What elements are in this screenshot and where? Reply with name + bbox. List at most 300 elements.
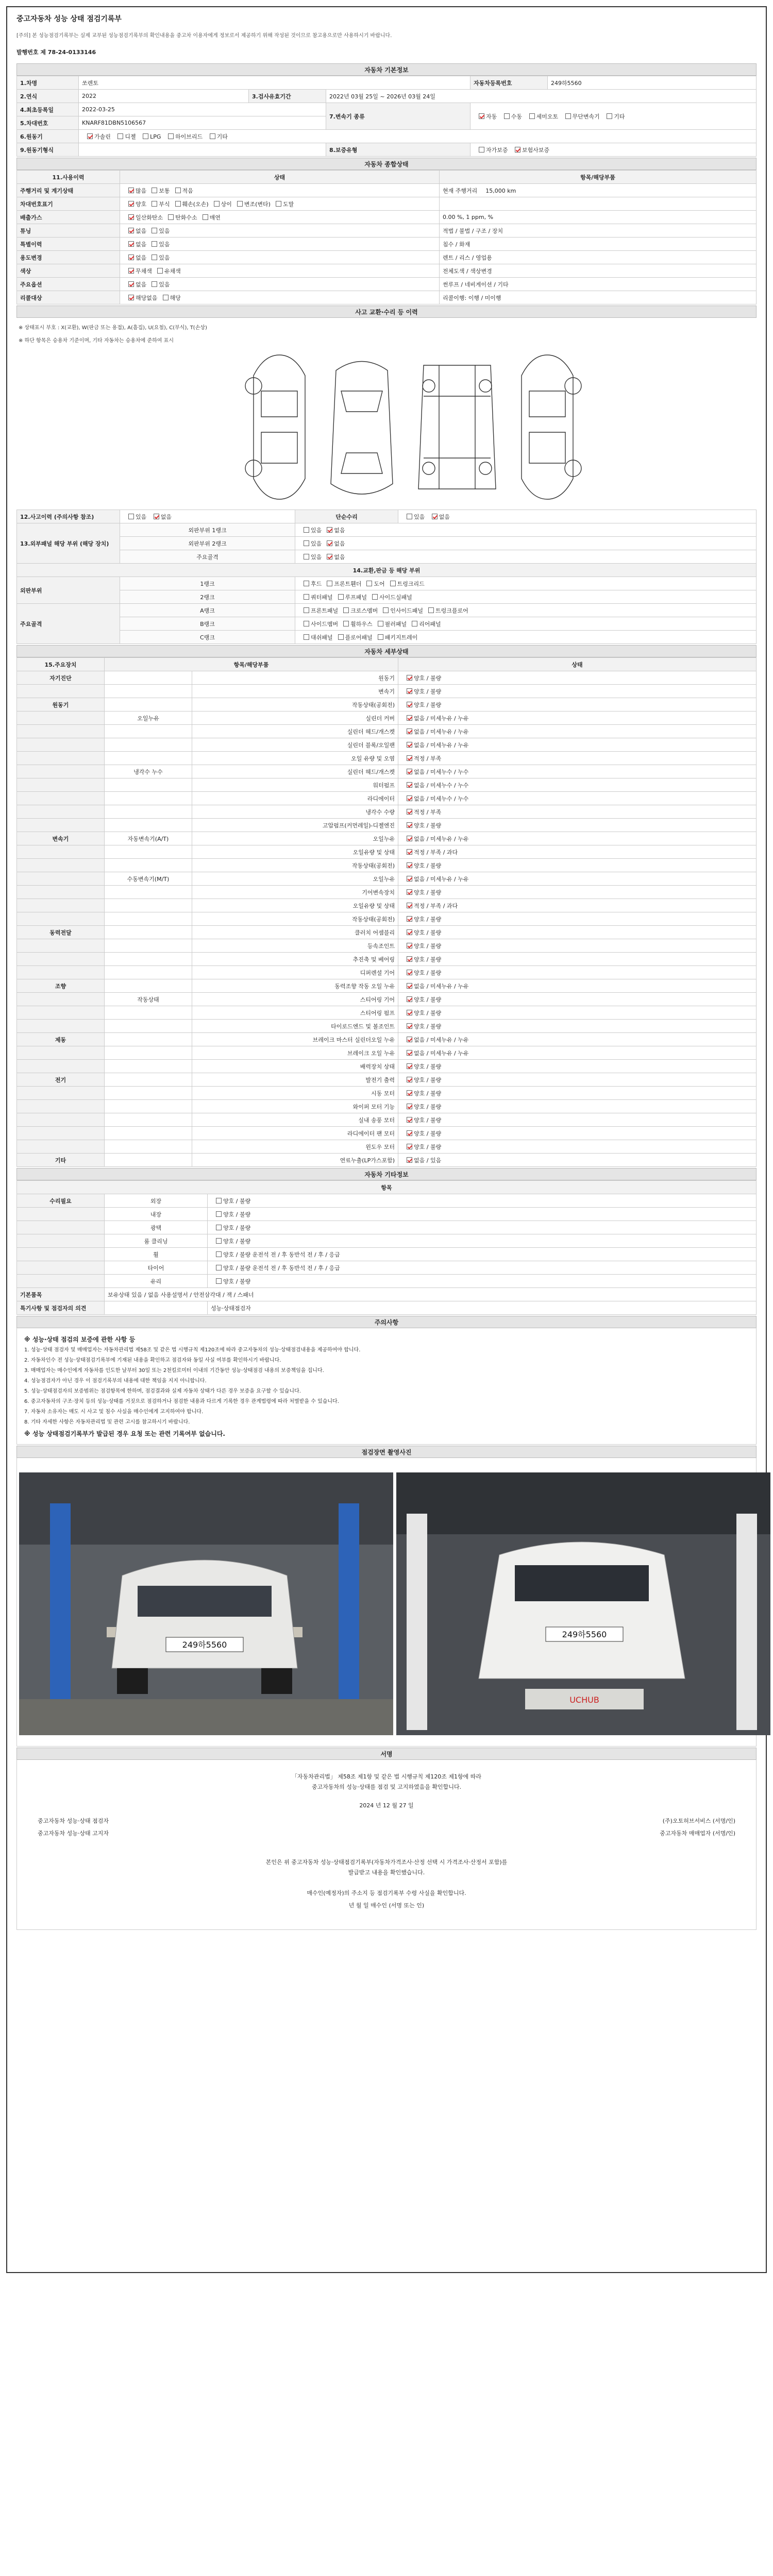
- detail-checkbox[interactable]: [407, 728, 412, 734]
- trans-opt-4: 기타: [614, 113, 625, 120]
- detail-checkbox[interactable]: [407, 715, 412, 721]
- summary-note-text: 리콜이행: 이행 / 미이행: [443, 294, 501, 301]
- section-details-header: 자동차 세부상태: [16, 645, 757, 657]
- detail-state-text: 없음 / 미세누수 / 누수: [414, 782, 469, 789]
- summary-row: [17, 197, 757, 211]
- vin-value: KNARF81DBN5106567: [79, 116, 326, 130]
- summary-checkbox[interactable]: [175, 201, 181, 207]
- other-part: 휠: [105, 1248, 208, 1261]
- ex-cb-8[interactable]: [343, 607, 349, 613]
- detail-row: [17, 1100, 757, 1113]
- ex-cb-2[interactable]: [366, 581, 372, 586]
- other-checkbox[interactable]: [216, 1265, 222, 1270]
- detail-checkbox[interactable]: [407, 755, 412, 761]
- summary-option-label: 일산화탄소: [136, 214, 163, 221]
- damage-legend-2: ※ 하단 항목은 승용차 기준이며, 기타 자동차는 승용차에 준하여 표시: [19, 338, 174, 344]
- detail-state: [398, 1006, 757, 1020]
- other-part: 룸 클리닝: [105, 1234, 208, 1248]
- summary-option-label: 없음: [136, 241, 147, 248]
- summary-row: [17, 211, 757, 224]
- other-options: [208, 1208, 757, 1221]
- other-group: [17, 1248, 105, 1261]
- summary-row-options: [120, 211, 440, 224]
- other-options: [208, 1261, 757, 1275]
- summary-checkbox[interactable]: [168, 214, 174, 220]
- doc-title: 중고자동차 성능 상태 점검기록부: [16, 15, 122, 23]
- summary-checkbox[interactable]: [128, 241, 134, 247]
- summary-checkbox[interactable]: [128, 228, 134, 233]
- note-line: 8. 기타 자세한 사항은 자동차관리법 및 관련 고시를 참고하시기 바랍니다.: [24, 1419, 190, 1425]
- summary-row-label: 주행거리 및 계기상태: [17, 184, 120, 197]
- ex-cb-5[interactable]: [338, 594, 344, 600]
- panel-cb-2b[interactable]: [327, 554, 332, 560]
- accident-opt-0: 있음: [136, 513, 147, 520]
- detail-part: 연료누출(LP가스포함): [192, 1154, 398, 1167]
- trans-cb-4[interactable]: [607, 113, 612, 119]
- panel-row-0: 외판부위 1랭크: [120, 523, 295, 537]
- ex-cb-17[interactable]: [378, 634, 383, 640]
- detail-row: [17, 1140, 757, 1154]
- ex-cb-13[interactable]: [378, 621, 383, 626]
- detail-subgroup: 수동변속기(M/T): [105, 872, 192, 886]
- summary-checkbox[interactable]: [203, 214, 208, 220]
- ex-cb-12[interactable]: [343, 621, 349, 626]
- detail-subgroup: [105, 752, 192, 765]
- detail-checkbox[interactable]: [407, 916, 412, 922]
- summary-note-text: 현재 주행거리: [443, 187, 478, 194]
- detail-group: [17, 1046, 105, 1060]
- detail-checkbox[interactable]: [407, 1063, 412, 1069]
- detail-state-text: 없음 / 미세누유 / 누유: [414, 875, 469, 883]
- detail-subgroup: [105, 1020, 192, 1033]
- section-summary-header: 자동차 종합상태: [16, 158, 757, 170]
- panel-cb-1a[interactable]: [304, 540, 309, 546]
- other-options-text: 양호 / 불량: [223, 1197, 251, 1205]
- exchange-header: 14.교환,판금 등 해당 부위: [17, 564, 757, 577]
- detail-state-text: 양호 / 불량: [414, 996, 442, 1003]
- panel-cb-0a[interactable]: [304, 527, 309, 533]
- opinion-value: [105, 1301, 208, 1315]
- ex-cb-9[interactable]: [383, 607, 389, 613]
- detail-state-text: 양호 / 불량: [414, 1143, 442, 1150]
- note-line: 5. 성능·상태점검자의 보증범위는 점검항목에 한하며, 점검결과와 실제 자동차 상태가 다른 경우 보증을 요구할 수 있습니다.: [24, 1388, 301, 1394]
- detail-state: [398, 845, 757, 859]
- ex-cb-16[interactable]: [338, 634, 344, 640]
- summary-checkbox[interactable]: [152, 241, 157, 247]
- exchange-rank-1-opts: 쿼터패널 루프패널 사이드실패널: [295, 590, 757, 604]
- note-line: 4. 성능점검자가 아닌 경우 이 점검기록부의 내용에 대한 책임을 지지 아니합니다.: [24, 1378, 207, 1384]
- detail-state: [398, 939, 757, 953]
- photo-front: [19, 1472, 393, 1735]
- summary-checkbox[interactable]: [152, 255, 157, 260]
- detail-checkbox[interactable]: [407, 849, 412, 855]
- other-options-text: 양호 / 불량: [223, 1211, 251, 1218]
- detail-state: [398, 886, 757, 899]
- trans-cb-2[interactable]: [529, 113, 535, 119]
- trans-cb-1[interactable]: [504, 113, 510, 119]
- detail-checkbox[interactable]: [407, 1037, 412, 1042]
- fuel-cb-2[interactable]: [143, 133, 148, 139]
- ex-cb-7[interactable]: [304, 607, 309, 613]
- detail-state-text: 양호 / 불량: [414, 1009, 442, 1016]
- summary-row: [17, 264, 757, 278]
- detail-row: [17, 845, 757, 859]
- detail-checkbox[interactable]: [407, 742, 412, 748]
- summary-option-label: 있음: [159, 227, 170, 234]
- other-options-text: 양호 / 불량 운전석 전 / 후 동반석 전 / 후 / 응급: [223, 1264, 340, 1272]
- detail-checkbox[interactable]: [407, 809, 412, 815]
- detail-subgroup: [105, 1140, 192, 1154]
- detail-part: 브레이크 오일 누유: [192, 1046, 398, 1060]
- detail-subgroup: [105, 912, 192, 926]
- trans-cb-0[interactable]: [479, 113, 484, 119]
- detail-state: [398, 832, 757, 845]
- detail-subgroup: 자동변속기(A/T): [105, 832, 192, 845]
- ex-cb-6[interactable]: [372, 594, 378, 600]
- ex-cb-3[interactable]: [390, 581, 396, 586]
- detail-checkbox[interactable]: [407, 903, 412, 908]
- detail-checkbox[interactable]: [407, 1050, 412, 1056]
- detail-row: [17, 886, 757, 899]
- simple-repair-cb-1[interactable]: [432, 514, 438, 519]
- ex-cb-0[interactable]: [304, 581, 309, 586]
- summary-checkbox[interactable]: [128, 201, 134, 207]
- accident-cb-1[interactable]: [154, 514, 159, 519]
- summary-checkbox[interactable]: [152, 201, 157, 207]
- fuel-cb-4[interactable]: [210, 133, 215, 139]
- section-notes-header: 주의사항: [16, 1316, 757, 1328]
- summary-note-text: 0.00 %, 1 ppm, %: [443, 214, 494, 221]
- summary-row-note: [440, 264, 757, 278]
- fuel-opt-2: LPG: [150, 133, 161, 140]
- first-reg-value: 2022-03-25: [79, 103, 326, 116]
- detail-part: 동력조향 작동 오일 누유: [192, 979, 398, 993]
- summary-row-label: 주요옵션: [17, 278, 120, 291]
- detail-state-text: 적정 / 부족: [414, 808, 442, 816]
- model-label: 1.차명: [17, 76, 79, 90]
- summary-option-label: 상이: [221, 200, 232, 208]
- summary-checkbox[interactable]: [237, 201, 243, 207]
- detail-state-text: 없음 / 미세누유 / 누유: [414, 715, 469, 722]
- detail-group: [17, 725, 105, 738]
- warranty-cb-0[interactable]: [479, 147, 484, 152]
- detail-state-text: 없음 / 미세누유 / 누유: [414, 1049, 469, 1057]
- detail-checkbox[interactable]: [407, 1104, 412, 1109]
- summary-checkbox[interactable]: [128, 268, 134, 274]
- detail-state: [398, 765, 757, 778]
- ex-cb-15[interactable]: [304, 634, 309, 640]
- detail-state: [398, 711, 757, 725]
- fuel-cb-0[interactable]: [87, 133, 93, 139]
- detail-subgroup: [105, 1073, 192, 1087]
- photos-box: [16, 1458, 757, 1747]
- detail-row: [17, 872, 757, 886]
- sign-line-3: 본인은 위 중고자동차 성능·상태점검기록부(자동차가격조사·산정 선택 시 가격조사·산정서 포함)를: [265, 1859, 508, 1866]
- summary-option-label: 많음: [136, 187, 147, 194]
- summary-checkbox[interactable]: [128, 188, 134, 193]
- detail-checkbox[interactable]: [407, 1117, 412, 1123]
- detail-row: [17, 979, 757, 993]
- summary-checkbox[interactable]: [128, 255, 134, 260]
- detail-part: 스티어링 기어: [192, 993, 398, 1006]
- accident-opt-1: 없음: [160, 513, 172, 520]
- detail-part: 워터펌프: [192, 778, 398, 792]
- exchange-rank-2-opts: 프론트패널 크로스멤버 인사이드패널 트렁크플로어: [295, 604, 757, 617]
- other-group: 수리필요: [17, 1194, 105, 1208]
- detail-group: [17, 966, 105, 979]
- simple-repair-cb-0[interactable]: [407, 514, 412, 519]
- detail-checkbox[interactable]: [407, 1090, 412, 1096]
- regnum-label: 자동차등록번호: [470, 76, 548, 90]
- detail-subgroup: [105, 1100, 192, 1113]
- detail-part: 실린더 헤드/개스켓: [192, 725, 398, 738]
- other-row: [17, 1275, 757, 1288]
- detail-checkbox[interactable]: [407, 862, 412, 868]
- detail-subgroup: [105, 819, 192, 832]
- detail-checkbox[interactable]: [407, 983, 412, 989]
- summary-row-label: 특별이력: [17, 238, 120, 251]
- detail-part: 브레이크 마스터 실린더오일 누유: [192, 1033, 398, 1046]
- summary-checkbox[interactable]: [128, 295, 134, 300]
- detail-checkbox[interactable]: [407, 1077, 412, 1082]
- detail-checkbox[interactable]: [407, 889, 412, 895]
- detail-checkbox[interactable]: [407, 702, 412, 707]
- summary-checkbox[interactable]: [175, 188, 181, 193]
- summary-checkbox[interactable]: [128, 214, 134, 220]
- sign-inspector-label: 중고자동차 성능·상태 점검자: [38, 1818, 109, 1824]
- detail-state: [398, 738, 757, 752]
- detail-checkbox[interactable]: [407, 929, 412, 935]
- detail-row: [17, 1020, 757, 1033]
- simple-repair-label: 단순수리: [295, 510, 398, 523]
- detail-state: [398, 1154, 757, 1167]
- detail-checkbox[interactable]: [407, 795, 412, 801]
- detail-state: [398, 685, 757, 698]
- summary-option-label: 해당: [170, 294, 181, 301]
- detail-part: 실내 송풍 모터: [192, 1113, 398, 1127]
- sign-notifier-value: 중고자동차 매매업자 (서명/인): [660, 1830, 735, 1837]
- other-row: [17, 1261, 757, 1275]
- detail-state: [398, 805, 757, 819]
- sign-line-1: 「자동차관리법」 제58조 제1항 및 같은 법 시행규칙 제120조 제1항에 따라: [291, 1773, 482, 1780]
- summary-row-options: [120, 197, 440, 211]
- detail-checkbox[interactable]: [407, 943, 412, 948]
- other-checkbox[interactable]: [216, 1251, 222, 1257]
- section-photos-header: 점검장면 촬영사진: [16, 1446, 757, 1458]
- detail-checkbox[interactable]: [407, 1144, 412, 1149]
- basic-items-value: 보유상태 있음 / 없음 사용설명서 / 안전삼각대 / 잭 / 스패너: [105, 1288, 757, 1301]
- detail-subgroup: 냉각수 누수: [105, 765, 192, 778]
- trans-opt-0: 자동: [486, 113, 497, 120]
- detail-checkbox[interactable]: [407, 782, 412, 788]
- detail-state-text: 없음 / 있음: [414, 1157, 442, 1164]
- detail-part: 고압펌프(커먼레일)-디젤엔진: [192, 819, 398, 832]
- summary-row: [17, 278, 757, 291]
- detail-subgroup: [105, 671, 192, 685]
- exchange-rank-1: 2랭크: [120, 590, 295, 604]
- detail-state: [398, 698, 757, 711]
- summary-note-text: 썬루프 / 네비게이션 / 기타: [443, 281, 509, 288]
- detail-state: [398, 752, 757, 765]
- detail-part: 작동상태(공회전): [192, 859, 398, 872]
- detail-state: [398, 819, 757, 832]
- accident-cb-0[interactable]: [128, 514, 134, 519]
- detail-checkbox[interactable]: [407, 1010, 412, 1015]
- detail-part: 실린더 커버: [192, 711, 398, 725]
- summary-note-text: 렌트 / 리스 / 영업용: [443, 254, 492, 261]
- detail-group: [17, 899, 105, 912]
- other-checkbox[interactable]: [216, 1198, 222, 1204]
- summary-checkbox[interactable]: [152, 228, 157, 233]
- detail-checkbox[interactable]: [407, 1157, 412, 1163]
- warranty-opt-0: 자가보증: [486, 146, 508, 154]
- summary-checkbox[interactable]: [128, 281, 134, 287]
- ex-cb-11[interactable]: [304, 621, 309, 626]
- detail-state-text: 적정 / 부족 / 과다: [414, 849, 458, 856]
- summary-table: [16, 170, 757, 304]
- detail-state: [398, 872, 757, 886]
- basic-items-label: 기본품목: [17, 1288, 105, 1301]
- detail-subgroup: [105, 1154, 192, 1167]
- detail-state-text: 양호 / 불량: [414, 969, 442, 976]
- summary-checkbox[interactable]: [276, 201, 281, 207]
- detail-state-text: 양호 / 불량: [414, 1116, 442, 1124]
- opinion-label: 특기사항 및 점검자의 의견: [17, 1301, 105, 1315]
- summary-row-label: 배출가스: [17, 211, 120, 224]
- other-part: 타이어: [105, 1261, 208, 1275]
- detail-part: 오일유량 및 상태: [192, 845, 398, 859]
- detail-subgroup: [105, 698, 192, 711]
- detail-subgroup: [105, 1087, 192, 1100]
- summary-row: [17, 251, 757, 264]
- detail-subgroup: [105, 1113, 192, 1127]
- detail-group: 조향: [17, 979, 105, 993]
- detail-checkbox[interactable]: [407, 1023, 412, 1029]
- detail-row: [17, 899, 757, 912]
- detail-subgroup: 작동상태: [105, 993, 192, 1006]
- detail-part: 작동상태(공회전): [192, 912, 398, 926]
- other-options-text: 양호 / 불량: [223, 1278, 251, 1285]
- summary-row: [17, 184, 757, 197]
- vin-label: 5.차대번호: [17, 116, 79, 130]
- fuel-label: 6.원동기: [17, 130, 79, 143]
- detail-checkbox[interactable]: [407, 675, 412, 681]
- warranty-cb-1[interactable]: [515, 147, 520, 152]
- details-rows: [17, 671, 757, 1167]
- summary-checkbox[interactable]: [152, 281, 157, 287]
- detail-group: [17, 953, 105, 966]
- detail-state: [398, 725, 757, 738]
- panel-cb-2a[interactable]: [304, 554, 309, 560]
- fuel-options: [79, 130, 757, 143]
- summary-checkbox[interactable]: [157, 268, 163, 274]
- exchange-rank-0-opts: 후드 프론트휀더 도어 트렁크리드: [295, 577, 757, 590]
- detail-part: 기어변속장치: [192, 886, 398, 899]
- doc-notice: [주의] 본 성능점검기록부는 실제 교부된 성능점검기록부의 확인내용을 중고차 이용자에게 정보로서 제공하기 위해 작성된 것이므로 참고용으로만 사용하시기 바랍니다.: [16, 33, 392, 39]
- detail-state: [398, 1087, 757, 1100]
- detail-checkbox[interactable]: [407, 688, 412, 694]
- detail-state-text: 양호 / 불량: [414, 1023, 442, 1030]
- summary-checkbox[interactable]: [214, 201, 220, 207]
- detail-checkbox[interactable]: [407, 1130, 412, 1136]
- detail-state: [398, 1073, 757, 1087]
- detail-state: [398, 671, 757, 685]
- other-checkbox[interactable]: [216, 1225, 222, 1230]
- detail-subgroup: [105, 953, 192, 966]
- summary-row-note: [440, 251, 757, 264]
- detail-subgroup: [105, 1033, 192, 1046]
- summary-row-label: 용도변경: [17, 251, 120, 264]
- other-row: [17, 1234, 757, 1248]
- panel-cb-0b[interactable]: [327, 527, 332, 533]
- details-h-state: 상태: [398, 658, 757, 671]
- ex-cb-10[interactable]: [428, 607, 434, 613]
- detail-group: 기타: [17, 1154, 105, 1167]
- ex-cb-4[interactable]: [304, 594, 309, 600]
- motor-label: 9.원동기형식: [17, 143, 79, 157]
- photo-front-plate: 249하5560: [182, 1640, 227, 1650]
- exchange-rank-2: A랭크: [120, 604, 295, 617]
- ex-cb-1[interactable]: [327, 581, 332, 586]
- ex-cb-14[interactable]: [412, 621, 417, 626]
- detail-checkbox[interactable]: [407, 956, 412, 962]
- other-options: [208, 1248, 757, 1261]
- detail-checkbox[interactable]: [407, 996, 412, 1002]
- trans-cb-3[interactable]: [565, 113, 571, 119]
- summary-row-note: [440, 278, 757, 291]
- panel-cb-1b[interactable]: [327, 540, 332, 546]
- other-checkbox[interactable]: [216, 1238, 222, 1244]
- photo-front-svg: [19, 1472, 393, 1735]
- detail-row: [17, 671, 757, 685]
- trans-opt-1: 수동: [511, 113, 523, 120]
- summary-option-label: 없음: [136, 254, 147, 261]
- other-options: [208, 1221, 757, 1234]
- detail-subgroup: [105, 805, 192, 819]
- detail-checkbox[interactable]: [407, 822, 412, 828]
- car-right-side: [522, 355, 581, 499]
- exchange-rank-3-opts: 사이드멤버 휠하우스 필러패널 리어패널: [295, 617, 757, 631]
- detail-part: 디퍼렌셜 기어: [192, 966, 398, 979]
- detail-row: [17, 752, 757, 765]
- detail-state-text: 양호 / 불량: [414, 956, 442, 963]
- detail-checkbox[interactable]: [407, 836, 412, 841]
- detail-part: 와이퍼 모터 기능: [192, 1100, 398, 1113]
- summary-option-label: 양호: [136, 200, 147, 208]
- detail-checkbox[interactable]: [407, 769, 412, 774]
- fuel-cb-1[interactable]: [117, 133, 123, 139]
- detail-subgroup: [105, 886, 192, 899]
- sign-line-4: 발급받고 내용을 확인했습니다.: [348, 1869, 425, 1876]
- detail-row: [17, 939, 757, 953]
- detail-subgroup: 오일누유: [105, 711, 192, 725]
- fuel-cb-3[interactable]: [168, 133, 174, 139]
- detail-part: 시동 모터: [192, 1087, 398, 1100]
- detail-checkbox[interactable]: [407, 970, 412, 975]
- summary-checkbox[interactable]: [152, 188, 157, 193]
- trans-opt-2: 세미오토: [536, 113, 559, 120]
- detail-row: [17, 698, 757, 711]
- detail-subgroup: [105, 725, 192, 738]
- other-checkbox[interactable]: [216, 1278, 222, 1284]
- simple-repair-opt-1: 없음: [439, 513, 450, 520]
- other-checkbox[interactable]: [216, 1211, 222, 1217]
- summary-checkbox[interactable]: [163, 295, 169, 300]
- detail-state: [398, 792, 757, 805]
- detail-checkbox[interactable]: [407, 876, 412, 882]
- detail-row: [17, 859, 757, 872]
- other-options: [208, 1234, 757, 1248]
